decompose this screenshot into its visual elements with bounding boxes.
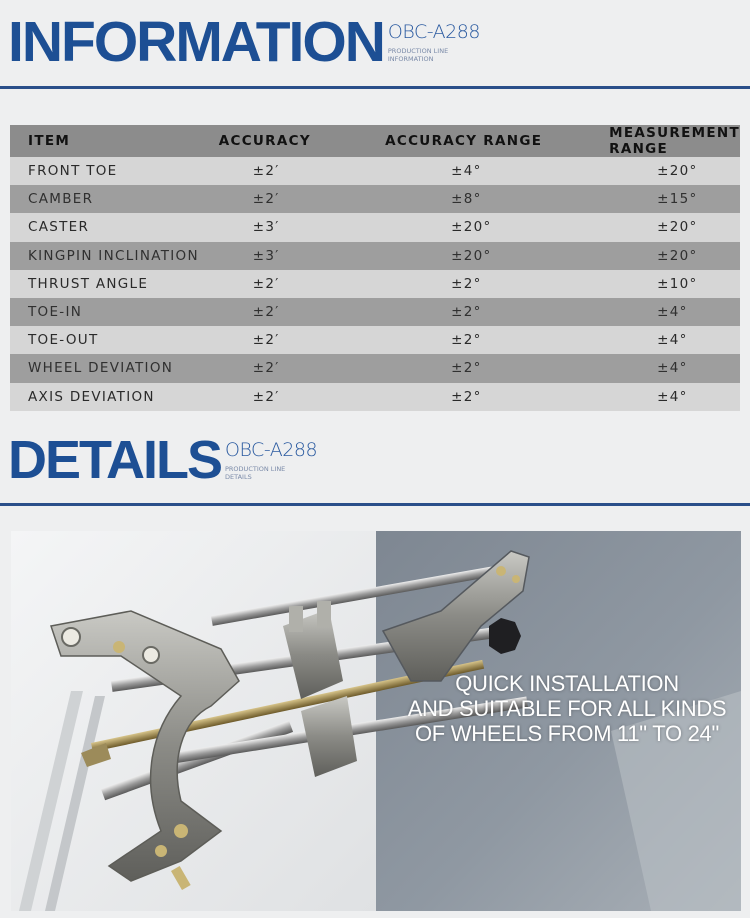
caption-line-1: QUICK INSTALLATION [455,671,679,696]
row-item: TOE-IN [10,298,219,326]
header-item: ITEM [10,125,219,157]
spec-table-header-row [10,125,740,157]
row-accuracy: ±2′ [219,270,385,298]
photo-caption [397,671,737,746]
row-accuracy-range: ±2° [385,298,609,326]
row-measurement-range: ±4° [609,326,740,354]
table-row [10,242,740,270]
row-item: THRUST ANGLE [10,270,219,298]
row-item: CASTER [10,213,219,241]
row-item: WHEEL DEVIATION [10,354,219,382]
row-accuracy-range: ±8° [385,185,609,213]
row-item: CAMBER [10,185,219,213]
information-title: INFORMATION [8,10,384,74]
table-row [10,326,740,354]
row-accuracy: ±3′ [219,213,385,241]
row-accuracy: ±2′ [219,326,385,354]
spec-table [10,125,740,411]
information-header [8,12,480,72]
table-row [10,383,740,411]
table-row [10,270,740,298]
details-subline-1: PRODUCTION LINE [225,465,286,473]
row-accuracy-range: ±2° [385,354,609,382]
row-accuracy: ±3′ [219,242,385,270]
details-model-block [225,440,317,481]
row-accuracy-range: ±20° [385,242,609,270]
row-measurement-range: ±4° [609,354,740,382]
row-accuracy: ±2′ [219,185,385,213]
row-accuracy-range: ±2° [385,270,609,298]
row-measurement-range: ±4° [609,298,740,326]
row-item: AXIS DEVIATION [10,383,219,411]
details-subline-2: DETAILS [225,472,252,481]
information-model: OBC-A288 [387,21,480,43]
information-subline-2: INFORMATION [387,54,434,63]
row-measurement-range: ±20° [609,157,740,185]
caption-line-2: AND SUITABLE FOR ALL KINDS [407,696,727,721]
row-accuracy: ±2′ [219,354,385,382]
information-model-block [388,22,480,63]
table-row [10,354,740,382]
row-measurement-range: ±20° [609,242,740,270]
row-accuracy-range: ±2° [385,326,609,354]
details-title: DETAILS [8,430,221,490]
row-accuracy: ±2′ [219,157,385,185]
details-model: OBC-A288 [225,439,318,461]
information-divider [0,86,750,89]
row-measurement-range: ±4° [609,383,740,411]
row-accuracy-range: ±20° [385,213,609,241]
details-divider [0,503,750,506]
table-row [10,213,740,241]
caption-line-3: OF WHEELS FROM 11" TO 24" [415,721,719,746]
table-row [10,298,740,326]
header-accuracy: ACCURACY [219,125,385,157]
header-measurement-range: MEASUREMENT RANGE [609,125,740,157]
row-accuracy: ±2′ [219,298,385,326]
row-measurement-range: ±10° [609,270,740,298]
details-header [8,430,317,490]
table-row [10,157,740,185]
row-accuracy-range: ±2° [385,383,609,411]
row-accuracy-range: ±4° [385,157,609,185]
row-measurement-range: ±15° [609,185,740,213]
product-photo [11,531,741,911]
row-item: KINGPIN INCLINATION [10,242,219,270]
table-row [10,185,740,213]
row-measurement-range: ±20° [609,213,740,241]
row-accuracy: ±2′ [219,383,385,411]
row-item: TOE-OUT [10,326,219,354]
row-item: FRONT TOE [10,157,219,185]
information-subline-1: PRODUCTION LINE [387,47,449,55]
header-accuracy-range: ACCURACY RANGE [385,125,609,157]
